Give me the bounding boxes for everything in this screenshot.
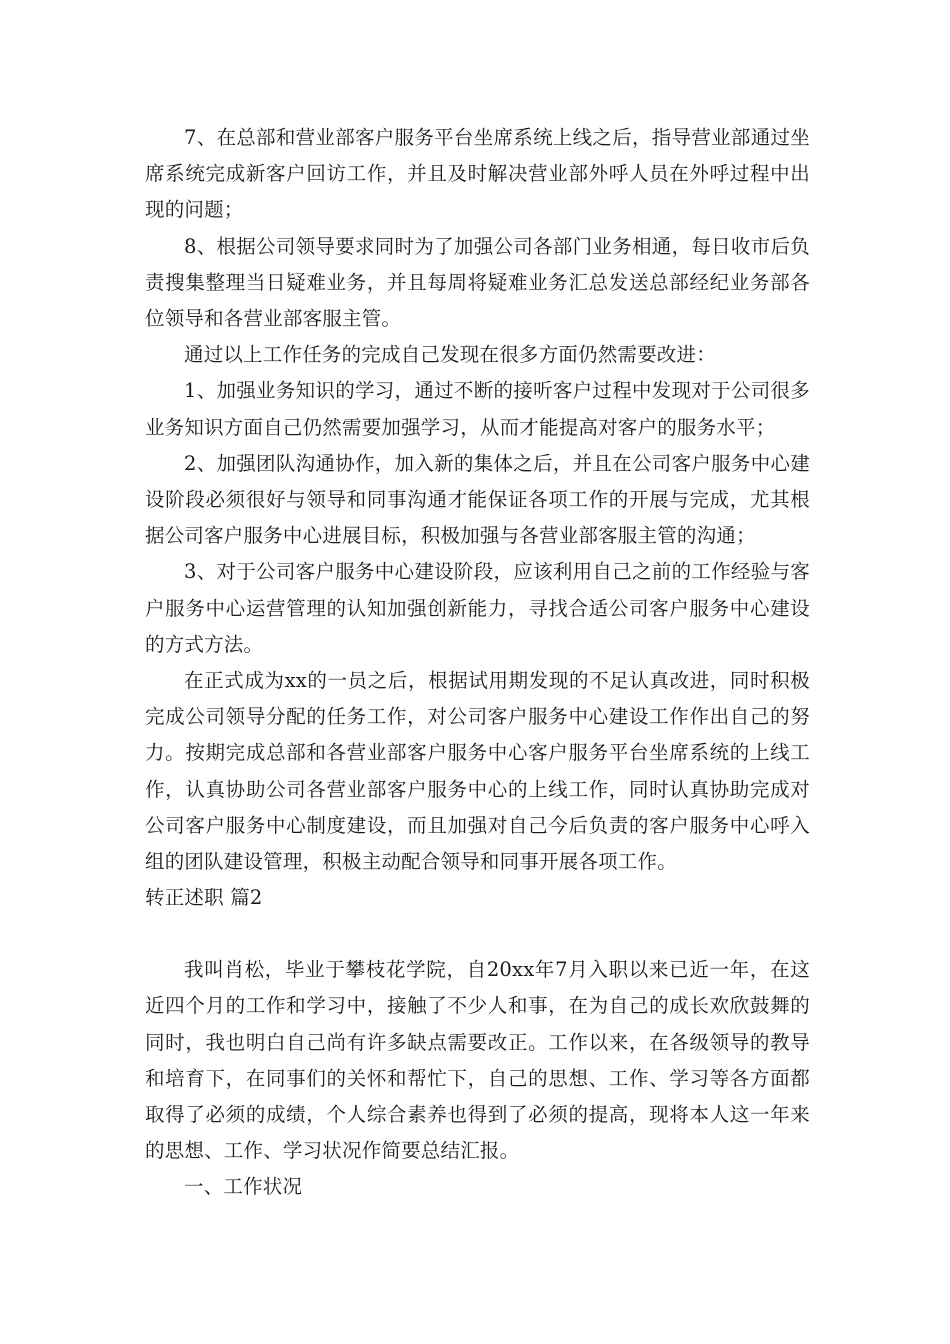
paragraph-conclusion: 在正式成为xx的一员之后，根据试用期发现的不足认真改进，同时积极完成公司领导分配的任务工作，对公司客户服务中心建设工作作出自己的努力。按期完成总部和各营业部客户服务中心客户服务平台坐席系统的上线工作，认真协助公司各营业部客户服务中心的上线工作，同时认真协助完成对公司客户服务中心制度建设，而且加强对自己今后负责的客户服务中心呼入组的团队建设管理，积极主动配合领导和同事开展各项工作。 — [145, 669, 810, 874]
paragraph-item-7: 7、在总部和营业部客户服务平台坐席系统上线之后，指导营业部通过坐席系统完成新客户回访工作，并且及时解决营业部外呼人员在外呼过程中出现的问题； — [145, 126, 810, 222]
paragraph-improvement-1: 1、加强业务知识的学习，通过不断的接听客户过程中发现对于公司很多业务知识方面自己仍然需要加强学习，从而才能提高对客户的服务水平； — [145, 379, 810, 439]
section-title: 转正述职 篇2 — [145, 886, 263, 909]
section-2 — [145, 880, 810, 1206]
paragraph-item-8: 8、根据公司领导要求同时为了加强公司各部门业务相通，每日收市后负责搜集整理当日疑难业务，并且每周将疑难业务汇总发送总部经纪业务部各位领导和各营业部客服主管。 — [145, 234, 810, 331]
section-spacer — [145, 916, 810, 952]
paragraph-work-status-heading: 一、工作状况 — [184, 1175, 303, 1199]
paragraph-self-intro: 我叫肖松，毕业于攀枝花学院，自20xx年7月入职以来已近一年，在这近四个月的工作和学习中，接触了不少人和事，在为自己的成长欢欣鼓舞的同时，我也明白自己尚有许多缺点需要改正。工作以来，在各级领导的教导和培育下，在同事们的关怀和帮忙下，自己的思想、工作、学习等各方面都取得了必须的成绩，个人综合素养也得到了必须的提高，现将本人这一年来的思想、工作、学习状况作简要总结汇报。 — [145, 958, 810, 1163]
paragraph-improvement-intro: 通过以上工作任务的完成自己发现在很多方面仍然需要改进： — [184, 343, 716, 367]
paragraph-improvement-3: 3、对于公司客户服务中心建设阶段，应该利用自己之前的工作经验与客户服务中心运营管理的认知加强创新能力，寻找合适公司客户服务中心建设的方式方法。 — [145, 560, 810, 656]
section-1 — [145, 120, 810, 880]
paragraph-improvement-2: 2、加强团队沟通协作，加入新的集体之后，并且在公司客户服务中心建设阶段必须很好与领导和同事沟通才能保证各项工作的开展与完成，尤其根据公司客户服务中心进展目标，积极加强与各营业部客服主管的沟通； — [145, 451, 810, 548]
